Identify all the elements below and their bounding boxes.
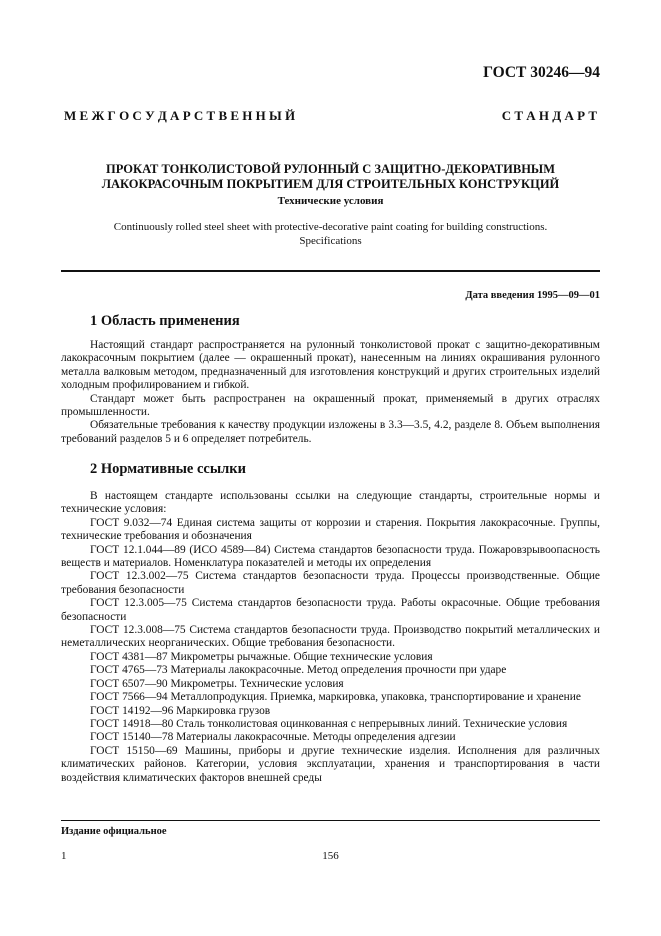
- reference-item: ГОСТ 12.3.008—75 Система стандартов безопасности труда. Производство покрытий металлических и неметаллических неорганических. Общие требования безопасности.: [61, 624, 600, 650]
- reference-item: ГОСТ 12.3.005—75 Система стандартов безопасности труда. Работы окрасочные. Общие требования безопасности: [61, 597, 600, 623]
- document-subtitle: Технические условия: [277, 195, 384, 207]
- reference-item: ГОСТ 4765—73 Материалы лакокрасочные. Метод определения прочности при ударе: [90, 664, 507, 677]
- title-line-1: ПРОКАТ ТОНКОЛИСТОВОЙ РУЛОННЫЙ С ЗАЩИТНО-ДЕКОРАТИВНЫМ: [106, 162, 555, 176]
- reference-item: ГОСТ 12.3.002—75 Система стандартов безопасности труда. Процессы производственные. Общие требования безопасности: [61, 570, 600, 596]
- reference-item: ГОСТ 4381—87 Микрометры рычажные. Общие технические условия: [90, 650, 433, 663]
- paragraph: Обязательные требования к качеству продукции изложены в 3.3—3.5, 4.2, разделе 8. Объем выполнения требований разделов 5 и 6 определяет потребитель.: [61, 419, 600, 445]
- gost-number: ГОСТ 30246—94: [483, 64, 600, 81]
- page-number-left: 1: [61, 850, 67, 862]
- introduction-date: Дата введения 1995—09—01: [465, 290, 600, 301]
- header-divider: [61, 270, 600, 272]
- reference-item: ГОСТ 14918—80 Сталь тонколистовая оцинкованная с непрерывных линий. Технические условия: [90, 717, 568, 730]
- document-title: [0, 162, 661, 191]
- reference-item: ГОСТ 6507—90 Микрометры. Технические условия: [90, 677, 344, 690]
- english-title-line-1: Continuously rolled steel sheet with protective-decorative paint coating for building constructions.: [113, 221, 548, 233]
- interstate-word: М Е Ж Г О С У Д А Р С Т В Е Н Н Ы Й: [64, 108, 296, 123]
- reference-item: ГОСТ 7566—94 Металлопродукция. Приемка, маркировка, упаковка, транспортирование и хранение: [90, 691, 581, 704]
- reference-item: ГОСТ 15140—78 Материалы лакокрасочные. Методы определения адгезии: [90, 731, 456, 744]
- paragraph: Стандарт может быть распространен на окрашенный прокат, применяемый в других отраслях промышленности.: [61, 392, 600, 419]
- english-title: [90, 221, 571, 248]
- reference-item: ГОСТ 12.1.044—89 (ИСО 4589—84) Система стандартов безопасности труда. Пожаровзрывоопасность веществ и материалов. Номенклатура показателей и методы их определения: [61, 543, 600, 570]
- title-line-2: ЛАКОКРАСОЧНЫМ ПОКРЫТИЕМ ДЛЯ СТРОИТЕЛЬНЫХ КОНСТРУКЦИЙ: [101, 176, 560, 191]
- reference-item: ГОСТ 9.032—74 Единая система защиты от коррозии и старения. Покрытия лакокрасочные. Группы, технические требования и обозначения: [61, 516, 600, 543]
- paragraph: В настоящем стандарте использованы ссылки на следующие стандарты, строительные нормы и технические условия:: [61, 490, 600, 516]
- english-title-line-2: Specifications: [299, 234, 362, 247]
- footer-divider: [61, 820, 600, 821]
- reference-item: ГОСТ 15150—69 Машины, приборы и другие технические изделия. Исполнения для различных климатических районов. Категории, условия эксплуатации, хранения и транспортирования в части воздействия климатических факторов внешней среды: [61, 744, 600, 784]
- section-2-heading: 2 Нормативные ссылки: [90, 461, 246, 477]
- standard-word: С Т А Н Д А Р Т: [501, 108, 597, 123]
- section-1-heading: 1 Область применения: [90, 313, 240, 329]
- section-1-body: [61, 339, 600, 446]
- interstate-standard-banner: [64, 108, 597, 124]
- page-number-center: 156: [322, 850, 339, 862]
- reference-item: ГОСТ 14192—96 Маркировка грузов: [90, 704, 271, 717]
- official-edition-label: Издание официальное: [61, 826, 167, 837]
- paragraph: Настоящий стандарт распространяется на рулонный тонколистовой прокат с защитно-декоративным лакокрасочным покрытием (далее — окрашенный прокат), нанесенным на линиях окрашивания рулонного металла валковым методом, предназначенный для изготовления конструкций и других строительных изделий холодным профилированием и гибкой.: [61, 339, 600, 392]
- section-2-body: [61, 490, 600, 785]
